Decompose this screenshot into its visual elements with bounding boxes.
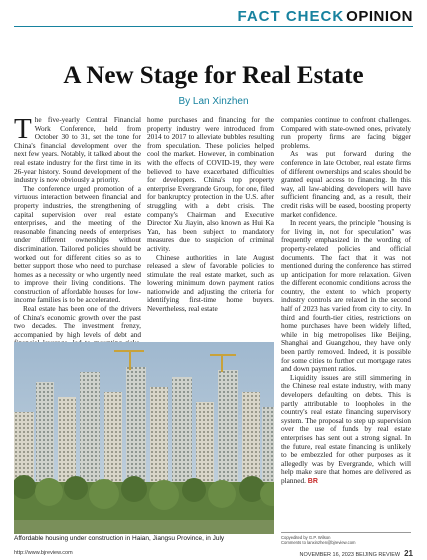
footer-issue: NOVEMBER 16, 2023 BEIJING REVIEW 21	[299, 549, 413, 558]
column-2	[147, 116, 274, 314]
drop-cap: T	[14, 113, 32, 145]
comments-email: Comments to lanxinzhen@bjreview.com	[281, 540, 356, 546]
article-title: A New Stage for Real Estate	[63, 62, 364, 89]
paragraph: The conference urged promotion of a virtuous interaction between financial and property industries, the strengthening of capital supervision over real estate enterprises, and the meeting of the reasonable financing needs of enterprises under different ownerships without discrimination. Tailored policies should be worked out for different cities so as to better support those who need to purchase homes as a necessity or who urgently need to improve their living conditions. The construction of affordable houses for low-income families is to be accelerated.	[14, 183, 141, 305]
paragraph: Chinese authorities in late August released a slew of favorable policies to stimulate the real estate market, such as lowering minimum down payment ratios nationwide and adjusting the criteria for identifying first-time home buyers. Nevertheless, real estate	[147, 252, 274, 314]
header-rule	[14, 26, 413, 27]
end-mark: BR	[307, 477, 318, 485]
column-1	[14, 113, 141, 365]
byline: By Lan Xinzhen	[178, 96, 249, 107]
photo-illustration	[14, 342, 274, 534]
page-footer	[14, 549, 413, 558]
paragraph: Real estate has been one of the drivers of China's economic growth over the past two decades. The investment frenzy, accompanied by high levels of debt and	[14, 304, 141, 339]
credit-note	[281, 532, 411, 545]
footer-url: http://www.bjreview.com	[14, 550, 73, 556]
paragraph: home purchases and financing for the property industry were introduced from 2014 to 2017 to alleviate bubbles resulting from speculation. These policies helped cool the market. However, in combination with the effects of COVID-19, they were believed to have exacerbated difficulties for developers. China's top property enterprise Evergrande Group, for one, filed for bankruptcy protection in the U.S. after struggling with a debt crisis. The company's Chairman and Executive Director Xu Jiayin, also known as Hui Ka Yan, has been subject to mandatory measures due to suspicion of criminal activity.	[147, 115, 274, 253]
paragraph: In recent years, the principle "housing is for living in, not for speculation" was frequently emphasized in the wording of property-related policies and official documents. The fact that it was not mentioned during the conference has stirred up anticipation for more relaxation. Given the different economic conditions across the country, the extent to which property industry controls are relaxed in the second half of 2023 has varied from city to city. In third and fourth-tier cities, restrictions on home purchases have been widely lifted, while in big metropolises like Beijing, Shanghai and Guangzhou, they have only been partly removed. Indeed, it is possible for some cities to further cut mortgage rates and down payment ratios.	[281, 218, 411, 374]
category-label: OPINION	[346, 7, 413, 25]
section-header	[237, 6, 413, 26]
page-number: 21	[404, 549, 413, 558]
paragraph: The five-yearly Central Financial Work Conference, held from October 30 to 31, set the tone for China's financial development over the next few years. Notably, it talked about the real estate industry for the first time in its 26-year history. Sound development of the industry is now obviously a priority.	[14, 113, 141, 185]
column-3	[281, 116, 411, 487]
housing-photo	[14, 342, 274, 534]
section-label: FACT CHECK	[237, 7, 345, 25]
paragraph: As was put forward during the conference in late October, real estate firms of different ownerships and scales should be granted equal access to financing. In this way, all law-abiding developers will have sufficient financing and, as a result, their credit risks will be eased, boosting property market confidence.	[281, 149, 411, 219]
paragraph: companies continue to confront challenges. Compared with state-owned ones, privately run property firms are facing bigger problems.	[281, 115, 411, 150]
photo-caption: Affordable housing under construction in Haian, Jiangsu Province, in July	[14, 535, 225, 542]
paragraph: Liquidity issues are still simmering in the Chinese real estate industry, with many developers defaulting on debts. This is partly attributable to loopholes in the country's real estate financing supervisory system. The proposal to step up supervision over the use of funds by real estate enterprises has sent out a strong signal. In the future, real estate financing is unlikely to be embezzled for other purposes as it allegedly was by Evergrande, which will help make sure that homes are delivered as planned. BR	[281, 372, 411, 485]
copyedit-credit: Copyedited by G.P. Wilson	[281, 535, 331, 540]
